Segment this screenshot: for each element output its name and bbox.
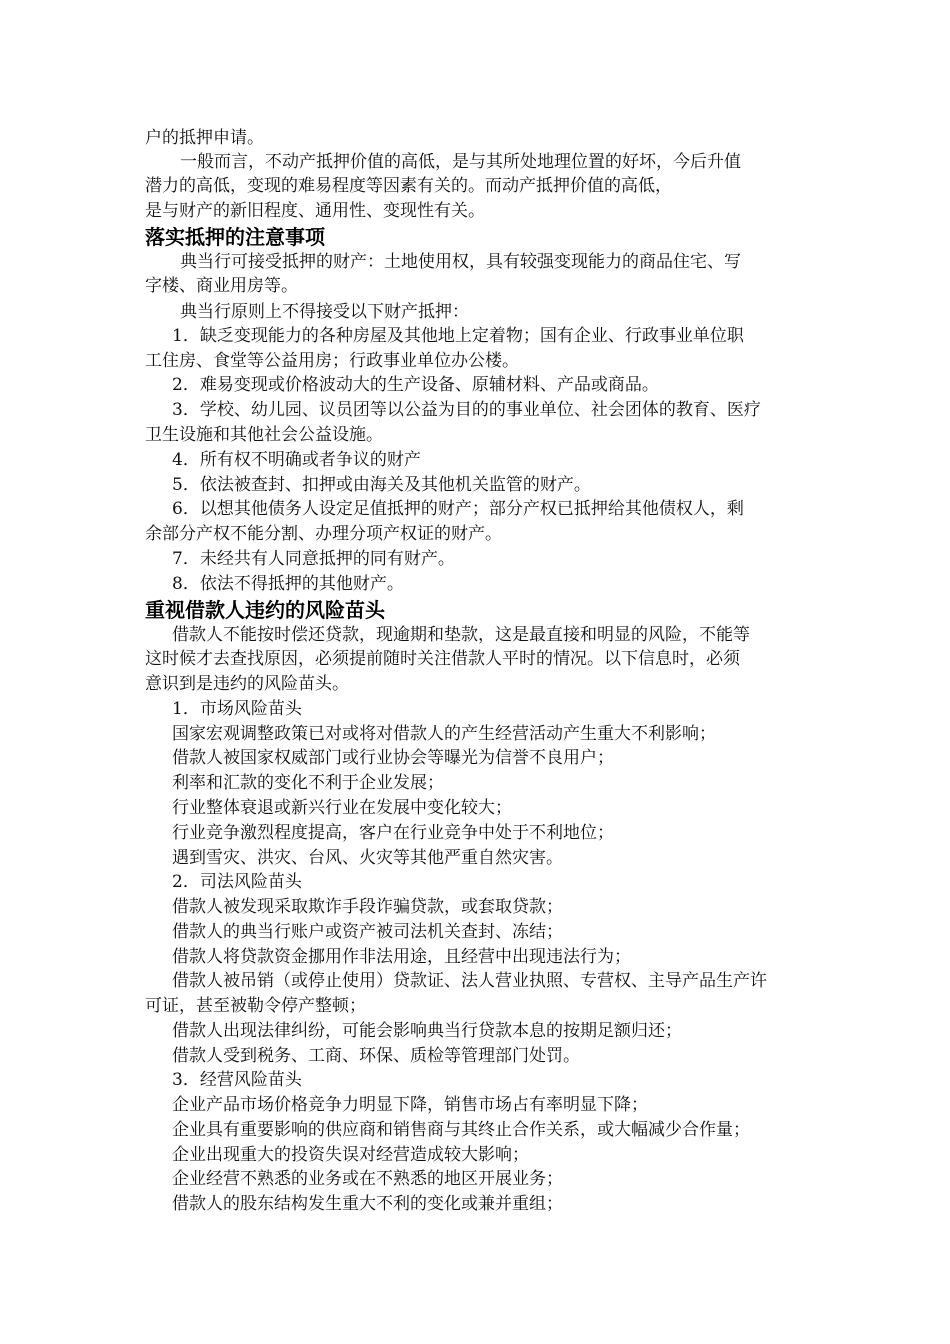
text-line: 典当行原则上不得接受以下财产抵押： <box>180 302 469 322</box>
section-heading: 落实抵押的注意事项 <box>145 225 325 249</box>
text-line: 行业整体衰退或新兴行业在发展中变化较大； <box>172 798 512 818</box>
text-line: 5．依法被查封、扣押或由海关及其他机关监管的财产。 <box>172 475 591 495</box>
text-line: 企业产品市场价格竞争力明显下降，销售市场占有率明显下降； <box>172 1095 648 1115</box>
text-line: 利率和汇款的变化不利于企业发展； <box>172 773 444 793</box>
text-line: 企业经营不熟悉的业务或在不熟悉的地区开展业务； <box>172 1169 563 1189</box>
text-line: 企业出现重大的投资失误对经营造成较大影响； <box>172 1145 529 1165</box>
text-line: 国家宏观调整政策已对或将对借款人的产生经营活动产生重大不利影响； <box>172 724 716 744</box>
text-line: 借款人的股东结构发生重大不利的变化或兼并重组； <box>172 1194 563 1214</box>
text-line: 意识到是违约的风险苗头。 <box>145 674 349 694</box>
text-line: 借款人被吊销（或停止使用）贷款证、法人营业执照、专营权、主导产品生产许 <box>172 971 767 991</box>
text-line: 借款人的典当行账户或资产被司法机关查封、冻结； <box>172 922 563 942</box>
text-line: 借款人将贷款资金挪用作非法用途，且经营中出现违法行为； <box>172 947 631 967</box>
text-line: 3．学校、幼儿园、议员团等以公益为目的的事业单位、社会团体的教育、医疗 <box>172 400 761 420</box>
text-line: 余部分产权不能分割、办理分项产权证的财产。 <box>145 524 502 544</box>
text-line: 借款人受到税务、工商、环保、质检等管理部门处罚。 <box>172 1046 580 1066</box>
text-line: 是与财产的新旧程度、通用性、变现性有关。 <box>145 201 485 221</box>
text-line: 这时候才去查找原因，必须提前随时关注借款人平时的情况。以下信息时，必须 <box>145 649 740 669</box>
text-line: 1．市场风险苗头 <box>172 699 302 719</box>
text-line: 借款人不能按时偿还贷款，现逾期和垫款，这是最直接和明显的风险，不能等 <box>172 625 750 645</box>
text-line: 1．缺乏变现能力的各种房屋及其他地上定着物；国有企业、行政事业单位职 <box>172 326 744 346</box>
text-line: 借款人出现法律纠纷，可能会影响典当行贷款本息的按期足额归还； <box>172 1021 682 1041</box>
text-line: 4．所有权不明确或者争议的财产 <box>172 450 421 470</box>
text-line: 行业竞争激烈程度提高，客户在行业竞争中处于不利地位； <box>172 823 614 843</box>
text-line: 3．经营风险苗头 <box>172 1070 302 1090</box>
text-line: 遇到雪灾、洪灾、台风、火灾等其他严重自然灾害。 <box>172 848 563 868</box>
text-line: 户的抵押申请。 <box>145 128 264 148</box>
text-line: 工住房、食堂等公益用房；行政事业单位办公楼。 <box>145 351 519 371</box>
text-line: 可证，甚至被勒令停产整顿； <box>145 996 366 1016</box>
text-line: 字楼、商业用房等。 <box>145 276 298 296</box>
section-heading: 重视借款人违约的风险苗头 <box>145 598 385 622</box>
text-line: 典当行可接受抵押的财产：土地使用权，具有较强变现能力的商品住宅、写 <box>180 252 741 272</box>
text-line: 2．难易变现或价格波动大的生产设备、原辅材料、产品或商品。 <box>172 375 659 395</box>
text-line: 借款人被国家权威部门或行业协会等曝光为信誉不良用户； <box>172 748 614 768</box>
text-line: 企业具有重要影响的供应商和销售商与其终止合作关系，或大幅减少合作量； <box>172 1120 750 1140</box>
text-line: 8．依法不得抵押的其他财产。 <box>172 574 404 594</box>
text-line: 6．以想其他债务人设定足值抵押的财产；部分产权已抵押给其他债权人，剩 <box>172 499 744 519</box>
text-line: 2．司法风险苗头 <box>172 872 302 892</box>
text-line: 潜力的高低，变现的难易程度等因素有关的。而动产抵押价值的高低， <box>145 176 672 196</box>
text-line: 借款人被发现采取欺诈手段诈骗贷款，或套取贷款； <box>172 897 563 917</box>
text-line: 一般而言，不动产抵押价值的高低，是与其所处地理位置的好坏，今后升值 <box>180 152 741 172</box>
text-line: 7．未经共有人同意抵押的同有财产。 <box>172 549 455 569</box>
text-line: 卫生设施和其他社会公益设施。 <box>145 425 383 445</box>
